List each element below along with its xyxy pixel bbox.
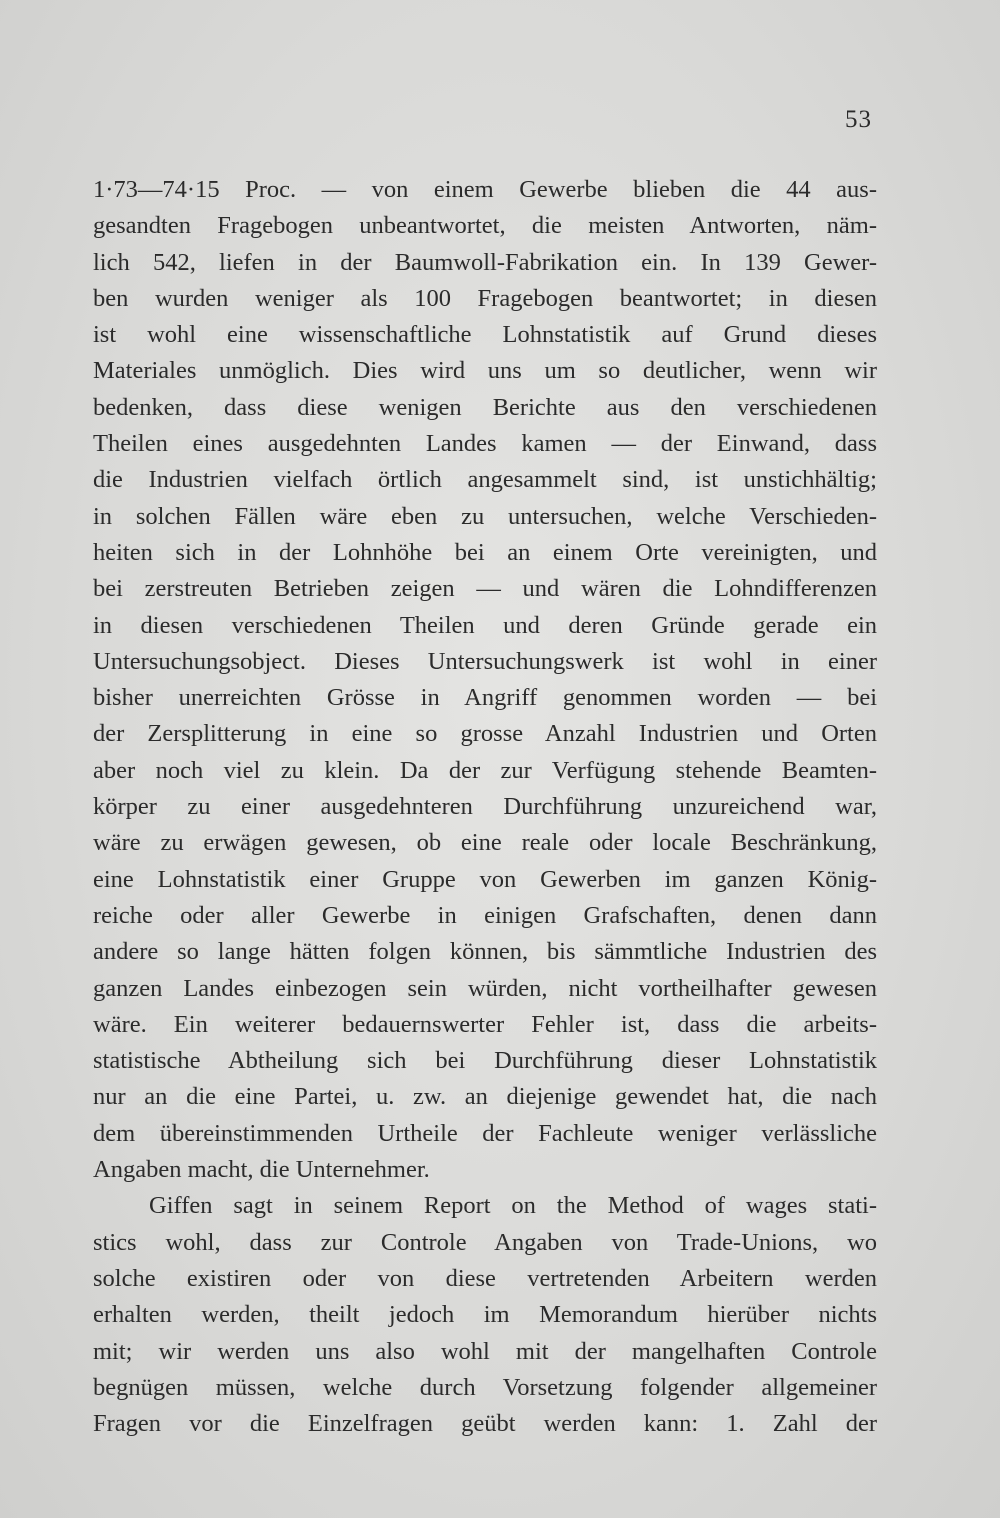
text-line: solche existiren oder von diese vertretenden Arbeitern werden bbox=[93, 1264, 877, 1292]
text-line: bedenken, dass diese wenigen Berichte aus den verschiedenen bbox=[93, 393, 877, 421]
body-text bbox=[93, 172, 877, 1442]
text-line: wäre. Ein weiterer bedauernswerter Fehler ist, dass die arbeits- bbox=[93, 1010, 877, 1038]
text-line: die Industrien vielfach örtlich angesammelt sind, ist unstichhältig; bbox=[93, 466, 877, 494]
text-line: Fragen vor die Einzelfragen geübt werden kann: 1. Zahl der bbox=[93, 1410, 877, 1438]
text-line: bisher unerreichten Grösse in Angriff genommen worden — bei bbox=[93, 684, 877, 712]
text-line: körper zu einer ausgedehnteren Durchführung unzureichend war, bbox=[93, 793, 877, 821]
text-line: gesandten Fragebogen unbeantwortet, die meisten Antworten, näm- bbox=[93, 212, 877, 240]
text-line: lich 542, liefen in der Baumwoll-Fabrikation ein. In 139 Gewer- bbox=[93, 248, 877, 276]
text-line: in diesen verschiedenen Theilen und deren Gründe gerade ein bbox=[93, 611, 877, 639]
text-line: Giffen sagt in seinem Report on the Method of wages stati- bbox=[149, 1192, 877, 1220]
text-line: wäre zu erwägen gewesen, ob eine reale oder locale Beschränkung, bbox=[93, 829, 877, 857]
text-line: der Zersplitterung in eine so grosse Anzahl Industrien und Orten bbox=[93, 720, 877, 748]
text-line: Untersuchungsobject. Dieses Untersuchungswerk ist wohl in einer bbox=[93, 647, 877, 675]
text-line: Materiales unmöglich. Dies wird uns um so deutlicher, wenn wir bbox=[93, 357, 877, 385]
text-line: in solchen Fällen wäre eben zu untersuchen, welche Verschieden- bbox=[93, 502, 877, 530]
text-line: Angaben macht, die Unternehmer. bbox=[93, 1156, 430, 1184]
text-line: erhalten werden, theilt jedoch im Memorandum hierüber nichts bbox=[93, 1301, 877, 1329]
text-line: begnügen müssen, welche durch Vorsetzung folgender allgemeiner bbox=[93, 1373, 877, 1401]
text-line: 1·73—74·15 Proc. — von einem Gewerbe blieben die 44 aus- bbox=[93, 176, 877, 203]
page-number: 53 bbox=[845, 106, 872, 133]
text-line: heiten sich in der Lohnhöhe bei an einem Orte vereinigten, und bbox=[93, 538, 877, 566]
text-line: mit; wir werden uns also wohl mit der mangelhaften Controle bbox=[93, 1337, 877, 1365]
text-line: statistische Abtheilung sich bei Durchführung dieser Lohnstatistik bbox=[93, 1047, 877, 1075]
text-line: nur an die eine Partei, u. zw. an diejenige gewendet hat, die nach bbox=[93, 1083, 877, 1111]
text-line: aber noch viel zu klein. Da der zur Verfügung stehende Beamten- bbox=[93, 756, 877, 784]
text-line: reiche oder aller Gewerbe in einigen Grafschaften, denen dann bbox=[93, 901, 877, 929]
text-line: Theilen eines ausgedehnten Landes kamen — der Einwand, dass bbox=[93, 430, 877, 458]
text-line: andere so lange hätten folgen können, bis sämmtliche Industrien des bbox=[93, 938, 877, 966]
text-line: ganzen Landes einbezogen sein würden, nicht vortheilhafter gewesen bbox=[93, 974, 877, 1002]
text-line: bei zerstreuten Betrieben zeigen — und wären die Lohndifferenzen bbox=[93, 575, 877, 603]
text-line: dem übereinstimmenden Urtheile der Fachleute weniger verlässliche bbox=[93, 1119, 877, 1147]
text-line: stics wohl, dass zur Controle Angaben von Trade-Unions, wo bbox=[93, 1228, 877, 1256]
text-line: ben wurden weniger als 100 Fragebogen beantwortet; in diesen bbox=[93, 284, 877, 312]
text-line: eine Lohnstatistik einer Gruppe von Gewerben im ganzen König- bbox=[93, 865, 877, 893]
text-line: ist wohl eine wissenschaftliche Lohnstatistik auf Grund dieses bbox=[93, 321, 877, 349]
